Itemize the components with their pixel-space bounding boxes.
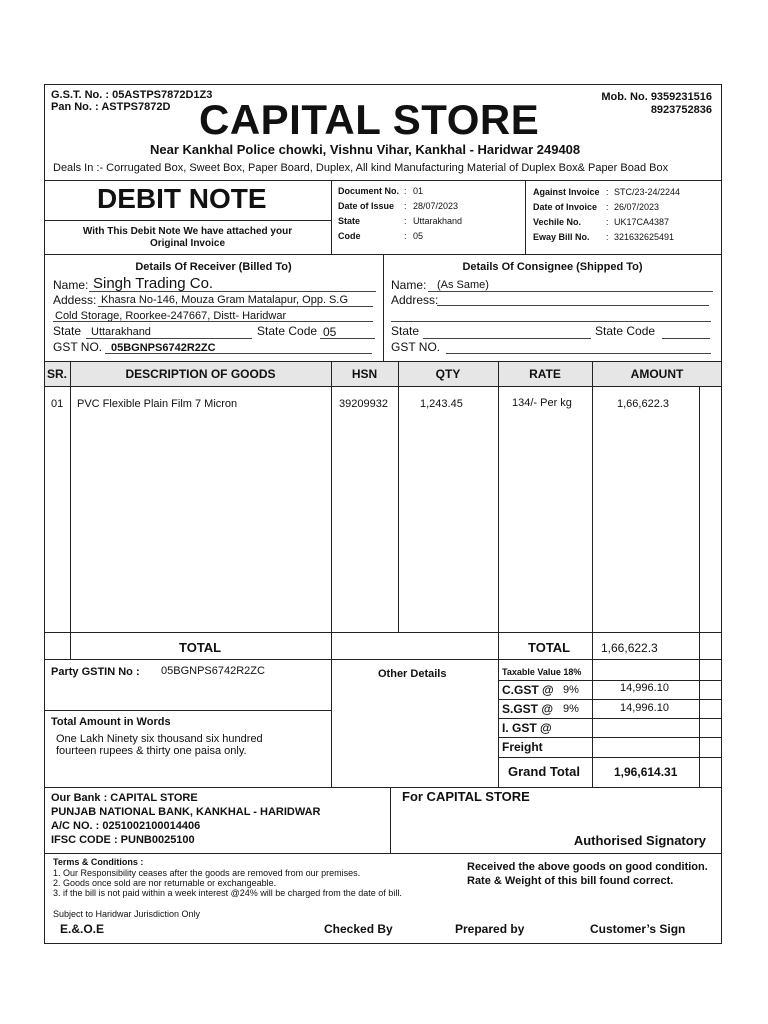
col-header-sr: SR. (46, 367, 67, 381)
receiver-address-label: Addess: (53, 293, 97, 307)
doc-label-state: State (338, 216, 361, 226)
receiver-address-line-2: Cold Storage, Roorkee-247667, Distt- Haridwar (55, 310, 287, 322)
row-1-rate: 134/- Per kg (512, 397, 572, 409)
received-line-2: Rate & Weight of this bill found correct. (467, 875, 674, 887)
consignee-name-label: Name: (391, 278, 427, 292)
freight-label: Freight (502, 740, 543, 754)
taxable-value-label: Taxable Value 18% (502, 667, 582, 677)
cgst-label: C.GST @ (502, 683, 554, 697)
row-1-description: PVC Flexible Plain Film 7 Micron (77, 398, 238, 410)
party-gstin-value: 05BGNPS6742R2ZC (161, 665, 265, 677)
grand-total-label: Grand Total (508, 764, 580, 779)
receiver-name-label: Name: (53, 278, 89, 292)
terms-line-1: 1. Our Responsibility ceases after the goods are removed from our premises. (53, 868, 361, 878)
gst-number: G.S.T. No. : 05ASTPS7872D1Z3 (51, 89, 213, 101)
total-left-label: TOTAL (179, 640, 222, 655)
inv-label-eway-bill: Eway Bill No. (533, 232, 590, 242)
col-header-description: DESCRIPTION OF GOODS (125, 367, 276, 381)
doc-value-document-no: 01 (413, 186, 424, 196)
receiver-state-code-label: State Code (257, 324, 318, 338)
doc-value-state: Uttarakhand (413, 216, 463, 226)
col-header-rate: RATE (529, 367, 561, 381)
checked-by-label: Checked By (324, 922, 393, 936)
amount-words-label: Total Amount in Words (51, 716, 171, 728)
consignee-address-label: Address: (391, 293, 439, 307)
consignee-state-code-label: State Code (595, 324, 656, 338)
terms-line-2: 2. Goods once sold are nor returnable or exchangeable. (53, 878, 277, 888)
jurisdiction: Subject to Haridwar Jurisdiction Only (53, 909, 201, 919)
doc-label-date-of-issue: Date of Issue (338, 201, 395, 211)
amount-words-line-1: One Lakh Ninety six thousand six hundred (56, 733, 263, 745)
igst-label: I. GST @ (502, 721, 552, 735)
receiver-heading: Details Of Receiver (Billed To) (135, 261, 292, 273)
party-gstin-label: Party GSTIN No : (51, 666, 140, 678)
our-bank: Our Bank : CAPITAL STORE (51, 792, 198, 804)
inv-label-against-invoice: Against Invoice (533, 187, 600, 197)
receiver-name-value: Singh Trading Co. (93, 275, 214, 292)
receiver-gst-value: 05BGNPS6742R2ZC (111, 342, 216, 354)
debit-note-subtitle-1: With This Debit Note We have attached your (82, 226, 293, 237)
inv-value-vehicle-no: UK17CA4387 (614, 217, 670, 227)
bank-name: PUNJAB NATIONAL BANK, KANKHAL - HARIDWAR (51, 806, 321, 818)
sgst-rate: 9% (563, 703, 579, 715)
consignee-gst-label: GST NO. (391, 340, 441, 354)
col-header-hsn: HSN (351, 367, 378, 381)
customer-sign-label: Customer’s Sign (590, 922, 686, 936)
inv-label-vehicle-no: Vechile No. (533, 217, 582, 227)
doc-value-date-of-issue: 28/07/2023 (413, 201, 459, 211)
authorised-signatory: Authorised Signatory (573, 833, 706, 848)
row-1-qty: 1,243.45 (420, 398, 463, 410)
mobile-number-1: Mob. No. 9359231516 (601, 91, 712, 103)
received-line-1: Received the above goods on good condition. (467, 861, 708, 873)
terms-line-3: 3. if the bill is not paid within a week interest @24% will be charged from the date of bill. (53, 888, 402, 898)
receiver-state-code-value: 05 (323, 325, 337, 339)
inv-value-date-of-invoice: 26/07/2023 (614, 202, 660, 212)
debit-note-subtitle-2: Original Invoice (149, 238, 226, 249)
consignee-heading: Details Of Consignee (Shipped To) (462, 261, 643, 273)
store-address: Near Kankhal Police chowki, Vishnu Vihar, Kankhal - Haridwar 249408 (150, 142, 581, 157)
doc-value-code: 05 (413, 231, 424, 241)
debit-note-title: DEBIT NOTE (97, 183, 267, 214)
inv-value-eway-bill: 321632625491 (614, 232, 675, 242)
for-store-label: For CAPITAL STORE (402, 789, 530, 804)
pan-number: Pan No. : ASTPS7872D (51, 101, 171, 113)
amount-words-line-2: fourteen rupees & thirty one paisa only. (56, 745, 247, 757)
doc-label-document-no: Document No. (338, 186, 400, 196)
deals-in: Deals In :- Corrugated Box, Sweet Box, Paper Board, Duplex, All kind Manufacturing Material of Duplex Box& Paper Boad Box (53, 162, 669, 174)
receiver-address-line-1: Khasra No-146, Mouza Gram Matalapur, Opp. S.G (101, 294, 349, 306)
receiver-state-label: State (53, 324, 82, 338)
consignee-name-value: (As Same) (437, 279, 489, 291)
grand-total-value: 1,96,614.31 (614, 765, 678, 779)
receiver-state-value: Uttarakhand (91, 326, 151, 338)
cgst-value: 14,996.10 (620, 682, 669, 694)
mobile-number-2: 8923752836 (650, 104, 712, 116)
row-1-amount: 1,66,622.3 (617, 398, 669, 410)
eoe-label: E.&.O.E (60, 922, 105, 936)
row-1-sr: 01 (51, 398, 64, 410)
col-header-amount: AMOUNT (630, 367, 684, 381)
sgst-value: 14,996.10 (620, 702, 669, 714)
inv-value-against-invoice: STC/23-24/2244 (614, 187, 681, 197)
receiver-gst-label: GST NO. (53, 340, 103, 354)
bank-ifsc: IFSC CODE : PUNB0025100 (51, 834, 195, 846)
store-name: CAPITAL STORE (199, 96, 540, 143)
sgst-label: S.GST @ (502, 702, 554, 716)
other-details-label: Other Details (378, 668, 447, 680)
cgst-rate: 9% (563, 684, 579, 696)
doc-label-code: Code (338, 231, 361, 241)
bank-account-number: A/C NO. : 0251002100014406 (51, 820, 201, 832)
total-amount: 1,66,622.3 (601, 641, 658, 655)
row-1-hsn: 39209932 (339, 398, 388, 410)
total-right-label: TOTAL (528, 640, 571, 655)
col-header-qty: QTY (435, 367, 461, 381)
inv-label-date-of-invoice: Date of Invoice (533, 202, 598, 212)
consignee-state-label: State (391, 324, 420, 338)
terms-heading: Terms & Conditions : (53, 857, 144, 867)
prepared-by-label: Prepared by (455, 922, 525, 936)
